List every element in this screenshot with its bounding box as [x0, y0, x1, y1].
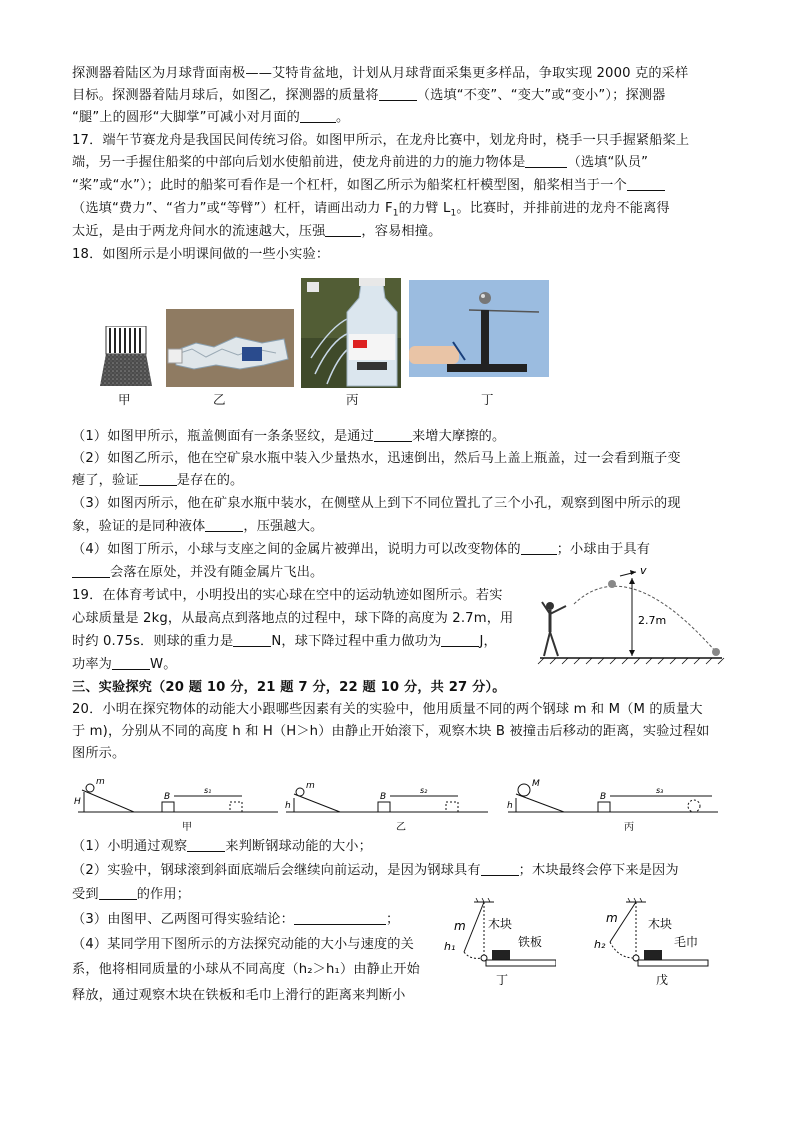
q17-line2: 端，另一手握住船桨的中部向后划水使船前进，使龙舟前进的力的施力物体是 （选填“队员”: [72, 155, 649, 170]
answer-blank[interactable]: [294, 910, 386, 925]
svg-text:h: h: [507, 801, 513, 811]
svg-text:m: m: [454, 919, 466, 933]
figure-caption-yi: 乙: [213, 392, 226, 407]
answer-blank[interactable]: [233, 632, 271, 647]
q17-line5: 太近，是由于两龙舟间水的流速越大，压强 ，容易相撞。: [72, 224, 442, 239]
answer-blank[interactable]: [205, 517, 243, 532]
height-label: 2.7m: [638, 614, 667, 627]
panel-yi: [285, 781, 488, 833]
q19-line4: 功率为 W。: [72, 657, 177, 672]
panel-bing: [507, 779, 718, 833]
svg-text:B: B: [600, 792, 607, 802]
q19-line3: 时约 0.75s．则球的重力是 N，球下降过程中重力做功为 J，: [72, 634, 497, 649]
answer-blank[interactable]: [441, 632, 479, 647]
svg-text:s₂: s₂: [420, 786, 428, 795]
crushed-bottle-photo: [166, 309, 294, 387]
figure-caption-jia: 甲: [118, 392, 131, 407]
svg-text:m: m: [306, 781, 315, 791]
ball-stand-photo: [409, 280, 549, 377]
q20-part4-line1: （4）某同学用下图所示的方法探究动能的大小与速度的关: [72, 937, 414, 952]
answer-blank[interactable]: [525, 153, 567, 168]
svg-text:h: h: [285, 801, 291, 811]
answer-blank[interactable]: [139, 471, 177, 486]
svg-text:s₁: s₁: [204, 786, 212, 795]
q20-line2: 于 m)，分别从不同的高度 h 和 H（H＞h）由静止开始滚下，观察木块 B 被撞击后移动的距离，实验过程如: [72, 724, 710, 739]
pendulum-iron-plate-figure: [440, 898, 556, 988]
q16-line1: 探测器着陆区为月球背面南极——艾特肯盆地，计划从月球背面采集更多样品，争取实现 2000 克的采样: [72, 66, 689, 81]
answer-blank[interactable]: [481, 861, 519, 876]
svg-text:h₂: h₂: [594, 938, 606, 951]
answer-blank[interactable]: [300, 108, 336, 123]
answer-blank[interactable]: [99, 885, 137, 900]
answer-blank[interactable]: [112, 655, 150, 670]
svg-text:h₁: h₁: [444, 940, 456, 953]
pendulum-towel-figure: [592, 898, 718, 988]
shot-put-trajectory-figure: [536, 562, 726, 668]
svg-text:毛巾: 毛巾: [674, 935, 699, 949]
svg-text:B: B: [164, 792, 171, 802]
q20-line1: 20．小明在探究物体的动能大小跟哪些因素有关的实验中，他用质量不同的两个钢球 m 和 M（M 的质量大: [72, 702, 703, 717]
svg-text:乙: 乙: [396, 822, 406, 833]
q20-line3: 图所示。: [72, 746, 126, 761]
q18-part4-line1: （4）如图丁所示，小球与支座之间的金属片被弹出，说明力可以改变物体的 ；小球由于具有: [72, 542, 651, 557]
svg-text:木块: 木块: [648, 917, 673, 931]
velocity-label: v: [640, 564, 647, 577]
q18-title: 18．如图所示是小明课间做的一些小实验：: [72, 247, 330, 262]
q16-line2: 目标。探测器着陆月球后，如图乙，探测器的质量将 （选填“不变”、“变大”或“变小”）；探测器: [72, 88, 666, 103]
panel-jia: [74, 777, 278, 833]
q20-part4-line3: 释放，通过观察木块在铁板和毛巾上滑行的距离来判断小: [72, 988, 406, 1003]
svg-text:丁: 丁: [496, 973, 509, 987]
water-bottle-photo: [301, 278, 401, 388]
answer-blank[interactable]: [379, 86, 417, 101]
bottle-cap-photo: [100, 326, 152, 386]
figure-caption-bing: 丙: [346, 392, 359, 407]
q20-part3: （3）由图甲、乙两图可得实验结论： ；: [72, 912, 400, 927]
figure-caption-ding: 丁: [481, 392, 494, 407]
q19-line2: 心球质量是 2kg，从最高点到落地点的过程中，球下降的高度为 2.7m，用: [72, 611, 514, 626]
answer-blank[interactable]: [627, 176, 665, 191]
answer-blank[interactable]: [72, 563, 110, 578]
svg-text:M: M: [532, 779, 540, 789]
svg-text:H: H: [74, 797, 81, 807]
answer-blank[interactable]: [521, 540, 557, 555]
q18-part2-line2: 瘪了，验证 是存在的。: [72, 473, 244, 488]
q20-part2-line1: （2）实验中，钢球滚到斜面底端后会继续向前运动，是因为钢球具有 ；木块最终会停下来是因为: [72, 863, 679, 878]
q17-line4: （选填“费力”、“省力”或“等臂”）杠杆，请画出动力 $F_1$的力臂 $L_1$。比赛时，并排前进的龙舟不能离得: [72, 201, 670, 219]
svg-text:木块: 木块: [488, 917, 513, 931]
q18-part4-line2: 会落在原处，并没有随金属片飞出。: [72, 563, 323, 583]
q18-part3-line1: （3）如图丙所示，他在矿泉水瓶中装水，在侧壁从上到下不同位置扎了三个小孔，观察到图中所示的现: [72, 496, 681, 511]
q17-line1: 17．端午节赛龙舟是我国民间传统习俗。如图甲所示，在龙舟比赛中，划龙舟时，桡手一只手握紧船桨上: [72, 133, 690, 148]
answer-blank[interactable]: [187, 837, 225, 852]
q19-line1: 19．在体育考试中，小明投出的实心球在空中的运动轨迹如图所示。若实: [72, 588, 503, 603]
q20-part2-line2: 受到 的作用；: [72, 887, 191, 902]
svg-text:s₃: s₃: [656, 786, 664, 795]
svg-text:m: m: [96, 777, 105, 787]
svg-text:m: m: [606, 911, 618, 925]
q20-part4-line2: 系，他将相同质量的小球从不同高度（h₂＞h₁）由静止开始: [72, 962, 420, 977]
svg-text:B: B: [380, 792, 387, 802]
q18-part2-line1: （2）如图乙所示，他在空矿泉水瓶中装入少量热水，迅速倒出，然后马上盖上瓶盖，过一会看到瓶子变: [72, 451, 681, 466]
answer-blank[interactable]: [325, 222, 361, 237]
q18-part3-line2: 象，验证的是同种液体 ，压强越大。: [72, 519, 324, 534]
q16-line3: “腿”上的圆形“大脚掌”可减小对月面的 。: [72, 110, 350, 125]
ramp-experiment-figure: [72, 774, 724, 834]
q18-part1: （1）如图甲所示，瓶盖侧面有一条条竖纹，是通过 来增大摩擦的。: [72, 429, 506, 444]
svg-text:铁板: 铁板: [518, 935, 543, 949]
svg-text:丙: 丙: [624, 822, 634, 833]
q17-line3: “桨”或“水”）；此时的船桨可看作是一个杠杆，如图乙所示为船桨杠杆模型图，船桨相当于一个: [72, 176, 665, 196]
svg-text:甲: 甲: [182, 822, 192, 833]
q20-part1: （1）小明通过观察 来判断钢球动能的大小；: [72, 839, 372, 854]
answer-blank[interactable]: [374, 427, 412, 442]
svg-text:戊: 戊: [656, 973, 669, 987]
section-3-heading: 三、实验探究（20 题 10 分，21 题 7 分，22 题 10 分，共 27 分）。: [72, 680, 506, 695]
